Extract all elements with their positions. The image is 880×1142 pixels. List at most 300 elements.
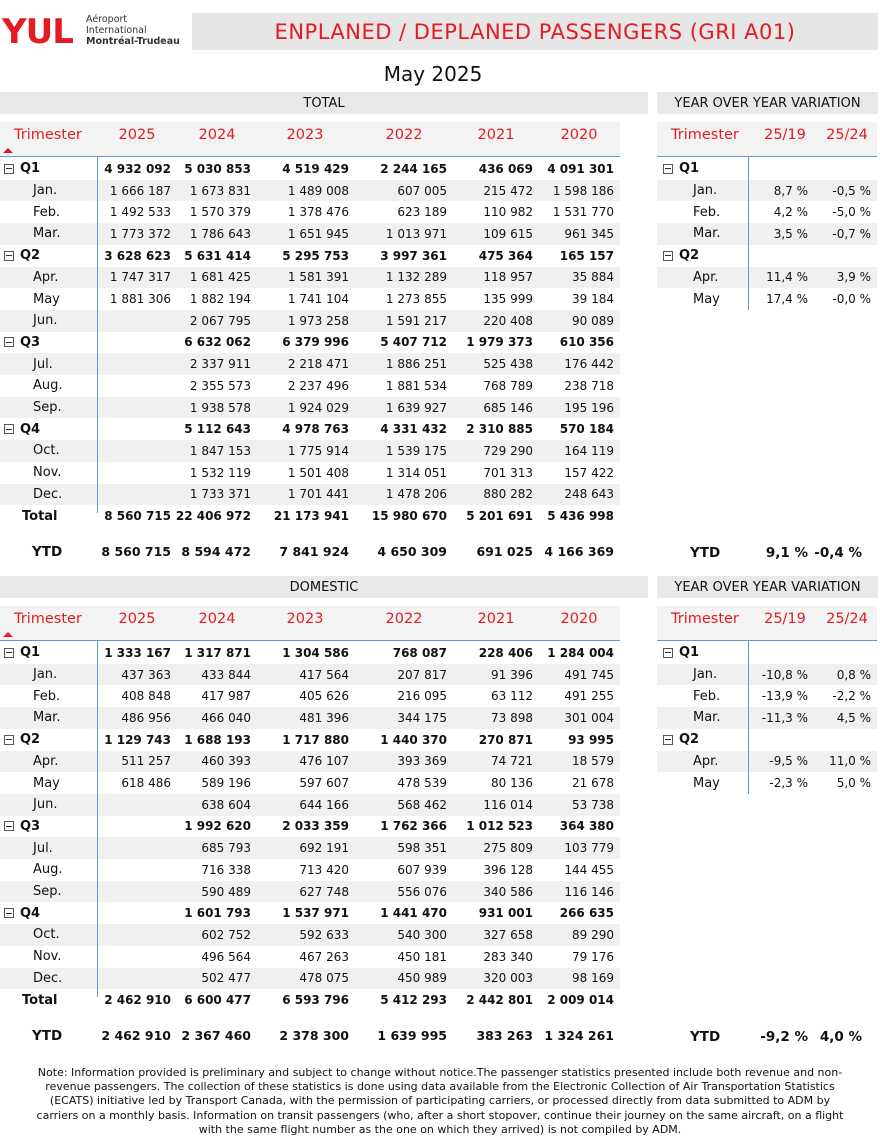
yoy-value-cell: 0,8 % [836,667,871,682]
value-cell: 1 441 470 [380,906,447,921]
header-trimester[interactable]: Trimester [14,127,82,143]
yoy-value-cell: -0,7 % [832,226,871,241]
row-label-text: Mar. [33,226,61,242]
row-label-text: Sep. [33,400,62,416]
value-cell: 18 579 [572,754,614,769]
yoy-divider [748,640,749,794]
value-cell: 1 681 425 [189,270,251,285]
row-label [33,180,57,202]
value-cell: 109 615 [483,226,533,241]
value-cell: 1 333 167 [104,645,171,660]
report-month: May 2025 [383,62,483,86]
logo-subtitle [86,14,180,47]
value-cell: 1 492 533 [109,205,171,220]
yoy-row-label [693,707,720,729]
value-cell: 1 314 051 [385,465,447,480]
collapse-icon[interactable] [4,337,14,347]
value-cell: 1 938 578 [189,400,251,415]
yoy-row [657,288,877,310]
row-label [33,288,60,310]
row-label-text: Jul. [33,840,53,856]
value-cell: 1 886 251 [385,357,447,372]
value-cell: 502 477 [201,971,251,986]
ytd-label: YTD [32,1027,63,1044]
value-cell: 644 166 [299,797,349,812]
table-row [0,353,620,375]
collapse-icon[interactable] [4,164,14,174]
table-row [0,462,620,484]
row-label-text: Nov. [33,949,62,965]
value-cell: 1 992 620 [184,819,251,834]
yoy-row-label-text: Mar. [693,710,721,726]
collapse-icon[interactable] [663,251,673,261]
value-cell: 118 957 [483,270,533,285]
table-row [0,664,620,686]
value-cell: 195 196 [564,400,614,415]
value-cell: 6 600 477 [184,993,251,1008]
value-cell: 880 282 [483,487,533,502]
value-cell: 1 013 971 [385,226,447,241]
row-label [33,664,57,686]
section-band: DOMESTIC [0,576,648,598]
table-row [0,397,620,419]
value-cell: 21 173 941 [273,509,349,524]
value-cell: 713 420 [299,862,349,877]
yoy-value-cell: -0,0 % [832,292,871,307]
value-cell: 22 406 972 [175,509,251,524]
collapse-icon[interactable] [4,424,14,434]
ytd-value: 1 324 261 [544,1028,614,1044]
value-cell: 417 987 [201,689,251,704]
row-label-text: Apr. [33,753,59,769]
value-cell: 486 956 [121,710,171,725]
yoy-band: YEAR OVER YEAR VARIATION [657,576,878,598]
yoy-ytd-value: 4,0 % [819,1028,862,1045]
value-cell: 627 748 [299,884,349,899]
row-label-text: Dec. [33,970,63,986]
quarter-row [0,902,620,924]
yoy-ytd-label: YTD [690,544,721,561]
value-cell: 1 979 373 [466,335,533,350]
value-cell: 610 356 [559,335,614,350]
value-cell: 4 331 432 [380,422,447,437]
header-year[interactable]: 2025 [118,127,156,143]
yul-logo: YUL [2,12,73,52]
header-year[interactable]: 2020 [560,611,598,627]
table-header [0,122,620,157]
value-cell: 436 069 [478,161,533,176]
value-cell: 2 462 910 [104,993,171,1008]
footnote: Note: Information provided is preliminary and subject to change without notice.The passenger statistics presented include both revenue and non-revenue passengers. The collection of these statistics is done using data available from the Electronic Collection of Air Transportation Statistics (ECATS) initiative led by Transport Canada, with the permission of participating carriers, or processed directly from data submitted to ADM by carriers on a monthly basis. Information on transit passengers (who, after a short stopover, continue their journey on the same aircraft, on a flight with the same flight number as the one on which they arrived) is not compiled by ADM. [36,1066,844,1136]
yoy-header-ratio[interactable]: 25/24 [826,127,868,143]
value-cell: 1 598 186 [552,183,614,198]
yoy-ytd-value: 9,1 % [765,544,808,561]
header-year[interactable]: 2024 [198,127,236,143]
value-cell: 53 738 [572,797,614,812]
row-label [22,505,58,527]
yoy-row [657,664,877,686]
header-year[interactable]: 2021 [477,611,515,627]
header-year[interactable]: 2022 [385,611,423,627]
table-row [0,201,620,223]
yoy-ytd-row [657,1026,877,1048]
quarter-row [0,158,620,180]
value-cell: 607 939 [397,862,447,877]
value-cell: 589 196 [201,776,251,791]
yoy-value-cell: -5,0 % [832,205,871,220]
value-cell: 15 980 670 [371,509,447,524]
value-cell: 1 284 004 [547,645,614,660]
table-row [0,375,620,397]
row-label-text: Q4 [20,905,41,921]
yoy-value-cell: 4,5 % [836,710,871,725]
table-row [0,223,620,245]
collapse-icon[interactable] [663,164,673,174]
value-cell: 478 539 [397,776,447,791]
header-year[interactable]: 2024 [198,611,236,627]
value-cell: 344 175 [397,710,447,725]
yoy-row [657,751,877,773]
value-cell: 5 295 753 [282,248,349,263]
collapse-icon[interactable] [663,648,673,658]
yoy-quarter-row [657,245,877,267]
value-cell: 165 157 [559,248,614,263]
row-label-text: Aug. [33,862,63,878]
row-label [4,245,40,267]
value-cell: 450 181 [397,949,447,964]
yoy-value-cell: 11,4 % [766,270,808,285]
yoy-row-label [663,642,699,664]
value-cell: 1 132 289 [385,270,447,285]
value-cell: 5 412 293 [380,993,447,1008]
ytd-row [0,541,620,563]
ytd-value: 2 367 460 [181,1028,251,1044]
yoy-ytd-row [657,542,877,564]
row-label-text: Feb. [33,204,61,220]
row-label [33,223,60,245]
table-row [0,440,620,462]
row-label-text: Q3 [20,818,41,834]
row-label-text: Q1 [20,161,41,177]
value-cell: 144 455 [564,862,614,877]
value-cell: 1 688 193 [184,732,251,747]
value-cell: 597 607 [299,776,349,791]
yoy-row-label-text: Jan. [693,667,718,683]
value-cell: 5 030 853 [184,161,251,176]
value-cell: 364 380 [559,819,614,834]
value-cell: 437 363 [121,667,171,682]
yoy-row-label-text: Q1 [679,161,700,177]
value-cell: 491 745 [564,667,614,682]
value-cell: 1 273 855 [385,292,447,307]
yoy-header-ratio[interactable]: 25/24 [826,611,868,627]
value-cell: 248 643 [564,487,614,502]
row-label [33,794,57,816]
row-label [4,902,40,924]
yoy-row-label [693,180,717,202]
header-trimester[interactable]: Trimester [14,611,82,627]
value-cell: 110 982 [483,205,533,220]
table-row [0,794,620,816]
section-band: TOTAL [0,92,648,114]
row-label-text: May [33,775,60,791]
value-cell: 3 628 623 [104,248,171,263]
value-cell: 39 184 [572,292,614,307]
header-year[interactable]: 2020 [560,127,598,143]
value-cell: 1 489 008 [287,183,349,198]
row-label [33,462,62,484]
value-cell: 80 136 [491,776,533,791]
collapse-icon[interactable] [4,821,14,831]
row-label [33,924,60,946]
value-cell: 2 337 911 [189,357,251,372]
header-year[interactable]: 2023 [286,127,324,143]
row-label-text: Q2 [20,248,41,264]
yoy-header-trimester[interactable]: Trimester [671,611,739,627]
value-cell: 1 733 371 [189,487,251,502]
row-label [33,859,63,881]
value-cell: 1 651 945 [287,226,349,241]
row-label [33,397,62,419]
table-row [0,859,620,881]
value-cell: 8 560 715 [104,509,171,524]
value-cell: 2 009 014 [547,993,614,1008]
value-cell: 638 604 [201,797,251,812]
value-cell: 275 809 [483,841,533,856]
table-row [0,267,620,289]
yoy-row [657,267,877,289]
row-label-text: Q1 [20,645,41,661]
header-year[interactable]: 2023 [286,611,324,627]
row-label [4,816,40,838]
value-cell: 2 237 496 [287,378,349,393]
table-row [0,751,620,773]
yoy-row-label-text: Apr. [693,753,719,769]
report-title-box [192,13,878,50]
yoy-row-label-text: May [693,775,720,791]
row-label-text: Dec. [33,486,63,502]
value-cell: 1 639 927 [385,400,447,415]
quarter-row [0,332,620,354]
ytd-value: 8 594 472 [181,544,251,560]
table-header [0,606,620,641]
row-label-text: Jun. [33,313,58,329]
collapse-icon[interactable] [4,251,14,261]
value-cell: 450 989 [397,971,447,986]
value-cell: 3 997 361 [380,248,447,263]
yoy-row-label [693,223,720,245]
value-cell: 79 176 [572,949,614,964]
value-cell: 1 762 366 [380,819,447,834]
value-cell: 207 817 [397,667,447,682]
yoy-row-label-text: Mar. [693,226,721,242]
row-label-text: Aug. [33,378,63,394]
header-year[interactable]: 2022 [385,127,423,143]
ytd-value: 8 560 715 [101,544,171,560]
yoy-header-trimester[interactable]: Trimester [671,127,739,143]
value-cell: 417 564 [299,667,349,682]
row-label [22,989,58,1011]
value-cell: 405 626 [299,689,349,704]
yoy-header-ratio[interactable]: 25/19 [764,127,806,143]
ytd-value: 691 025 [476,544,533,560]
value-cell: 2 033 359 [282,819,349,834]
value-cell: 1 378 476 [287,205,349,220]
value-cell: 623 189 [397,205,447,220]
value-cell: 692 191 [299,841,349,856]
value-cell: 1 531 770 [552,205,614,220]
row-label [4,332,40,354]
row-label-text: Jul. [33,356,53,372]
yoy-table-header [657,122,877,157]
value-cell: 2 355 573 [189,378,251,393]
value-cell: 1 775 914 [287,443,349,458]
row-label-text: Oct. [33,927,60,943]
value-cell: 1 501 408 [287,465,349,480]
yoy-value-cell: 8,7 % [773,183,808,198]
report-title: ENPLANED / DEPLANED PASSENGERS (GRI A01) [274,19,796,44]
value-cell: 340 586 [483,884,533,899]
quarter-row [0,642,620,664]
yoy-value-cell: -2,2 % [832,689,871,704]
yoy-quarter-row [657,642,877,664]
row-label-text: Sep. [33,884,62,900]
row-label-text: Feb. [33,688,61,704]
value-cell: 1 129 743 [104,732,171,747]
value-cell: 301 004 [564,710,614,725]
ytd-row [0,1025,620,1047]
value-cell: 592 633 [299,927,349,942]
value-cell: 4 519 429 [282,161,349,176]
value-cell: 116 146 [564,884,614,899]
value-cell: 6 593 796 [282,993,349,1008]
row-label-text: Q3 [20,334,41,350]
collapse-icon[interactable] [663,735,673,745]
yoy-row-label [693,288,720,310]
yoy-row [657,707,877,729]
row-label [33,201,60,223]
table-row [0,310,620,332]
sort-arrow-icon[interactable] [3,632,13,637]
row-label [33,375,63,397]
value-cell: 433 844 [201,667,251,682]
value-cell: 228 406 [478,645,533,660]
collapse-icon[interactable] [4,648,14,658]
value-cell: 1 673 831 [189,183,251,198]
value-cell: 4 978 763 [282,422,349,437]
value-cell: 1 666 187 [109,183,171,198]
quarter-row [0,816,620,838]
row-label-text: Total [22,508,58,524]
value-cell: 685 793 [201,841,251,856]
yoy-value-cell: 5,0 % [836,776,871,791]
value-cell: 467 263 [299,949,349,964]
yoy-quarter-row [657,729,877,751]
header-year[interactable]: 2025 [118,611,156,627]
yoy-value-cell: 17,4 % [766,292,808,307]
row-label [33,968,62,990]
value-cell: 460 393 [201,754,251,769]
yoy-value-cell: 4,2 % [773,205,808,220]
yoy-value-cell: 3,5 % [773,226,808,241]
value-cell: 478 075 [299,971,349,986]
value-cell: 91 396 [491,667,533,682]
value-cell: 1 537 971 [282,906,349,921]
row-label [33,484,62,506]
total-row [0,505,620,527]
collapse-icon[interactable] [4,735,14,745]
value-cell: 5 631 414 [184,248,251,263]
sort-arrow-icon[interactable] [3,148,13,153]
value-cell: 393 369 [397,754,447,769]
value-cell: 540 300 [397,927,447,942]
value-cell: 466 040 [201,710,251,725]
total-row [0,989,620,1011]
yoy-row-label-text: Feb. [693,688,721,704]
value-cell: 511 257 [121,754,171,769]
yoy-row-label [663,729,699,751]
row-label [33,440,60,462]
table-row [0,837,620,859]
value-cell: 476 107 [299,754,349,769]
collapse-icon[interactable] [4,908,14,918]
value-cell: 1 317 871 [184,645,251,660]
header-year[interactable]: 2021 [477,127,515,143]
row-label [33,353,53,375]
value-cell: 73 898 [491,710,533,725]
value-cell: 1 881 306 [109,292,171,307]
row-label-text: Jan. [33,183,58,199]
value-cell: 1 539 175 [385,443,447,458]
value-cell: 320 003 [483,971,533,986]
table-row [0,180,620,202]
ytd-value: 2 462 910 [101,1028,171,1044]
yoy-row [657,223,877,245]
row-label [4,158,40,180]
yoy-value-cell: 11,0 % [829,754,871,769]
row-label [4,418,40,440]
table-divider [97,156,98,513]
value-cell: 768 789 [483,378,533,393]
yoy-row [657,180,877,202]
row-label-text: Apr. [33,269,59,285]
yoy-row-label [693,267,718,289]
yoy-value-cell: -13,9 % [761,689,808,704]
yoy-header-ratio[interactable]: 25/19 [764,611,806,627]
value-cell: 607 005 [397,183,447,198]
yoy-row-label-text: Jan. [693,183,718,199]
value-cell: 103 779 [564,841,614,856]
yoy-quarter-row [657,158,877,180]
value-cell: 35 884 [572,270,614,285]
value-cell: 238 718 [564,378,614,393]
value-cell: 590 489 [201,884,251,899]
value-cell: 2 218 471 [287,357,349,372]
ytd-value: 7 841 924 [279,544,349,560]
value-cell: 496 564 [201,949,251,964]
value-cell: 283 340 [483,949,533,964]
quarter-row [0,245,620,267]
logo-line: Aéroport [86,14,128,25]
value-cell: 93 995 [568,732,614,747]
value-cell: 1 012 523 [466,819,533,834]
value-cell: 215 472 [483,183,533,198]
value-cell: 1 847 153 [189,443,251,458]
yoy-row-label [693,664,717,686]
value-cell: 1 747 317 [109,270,171,285]
value-cell: 2 442 801 [466,993,533,1008]
yoy-row-label [693,751,718,773]
